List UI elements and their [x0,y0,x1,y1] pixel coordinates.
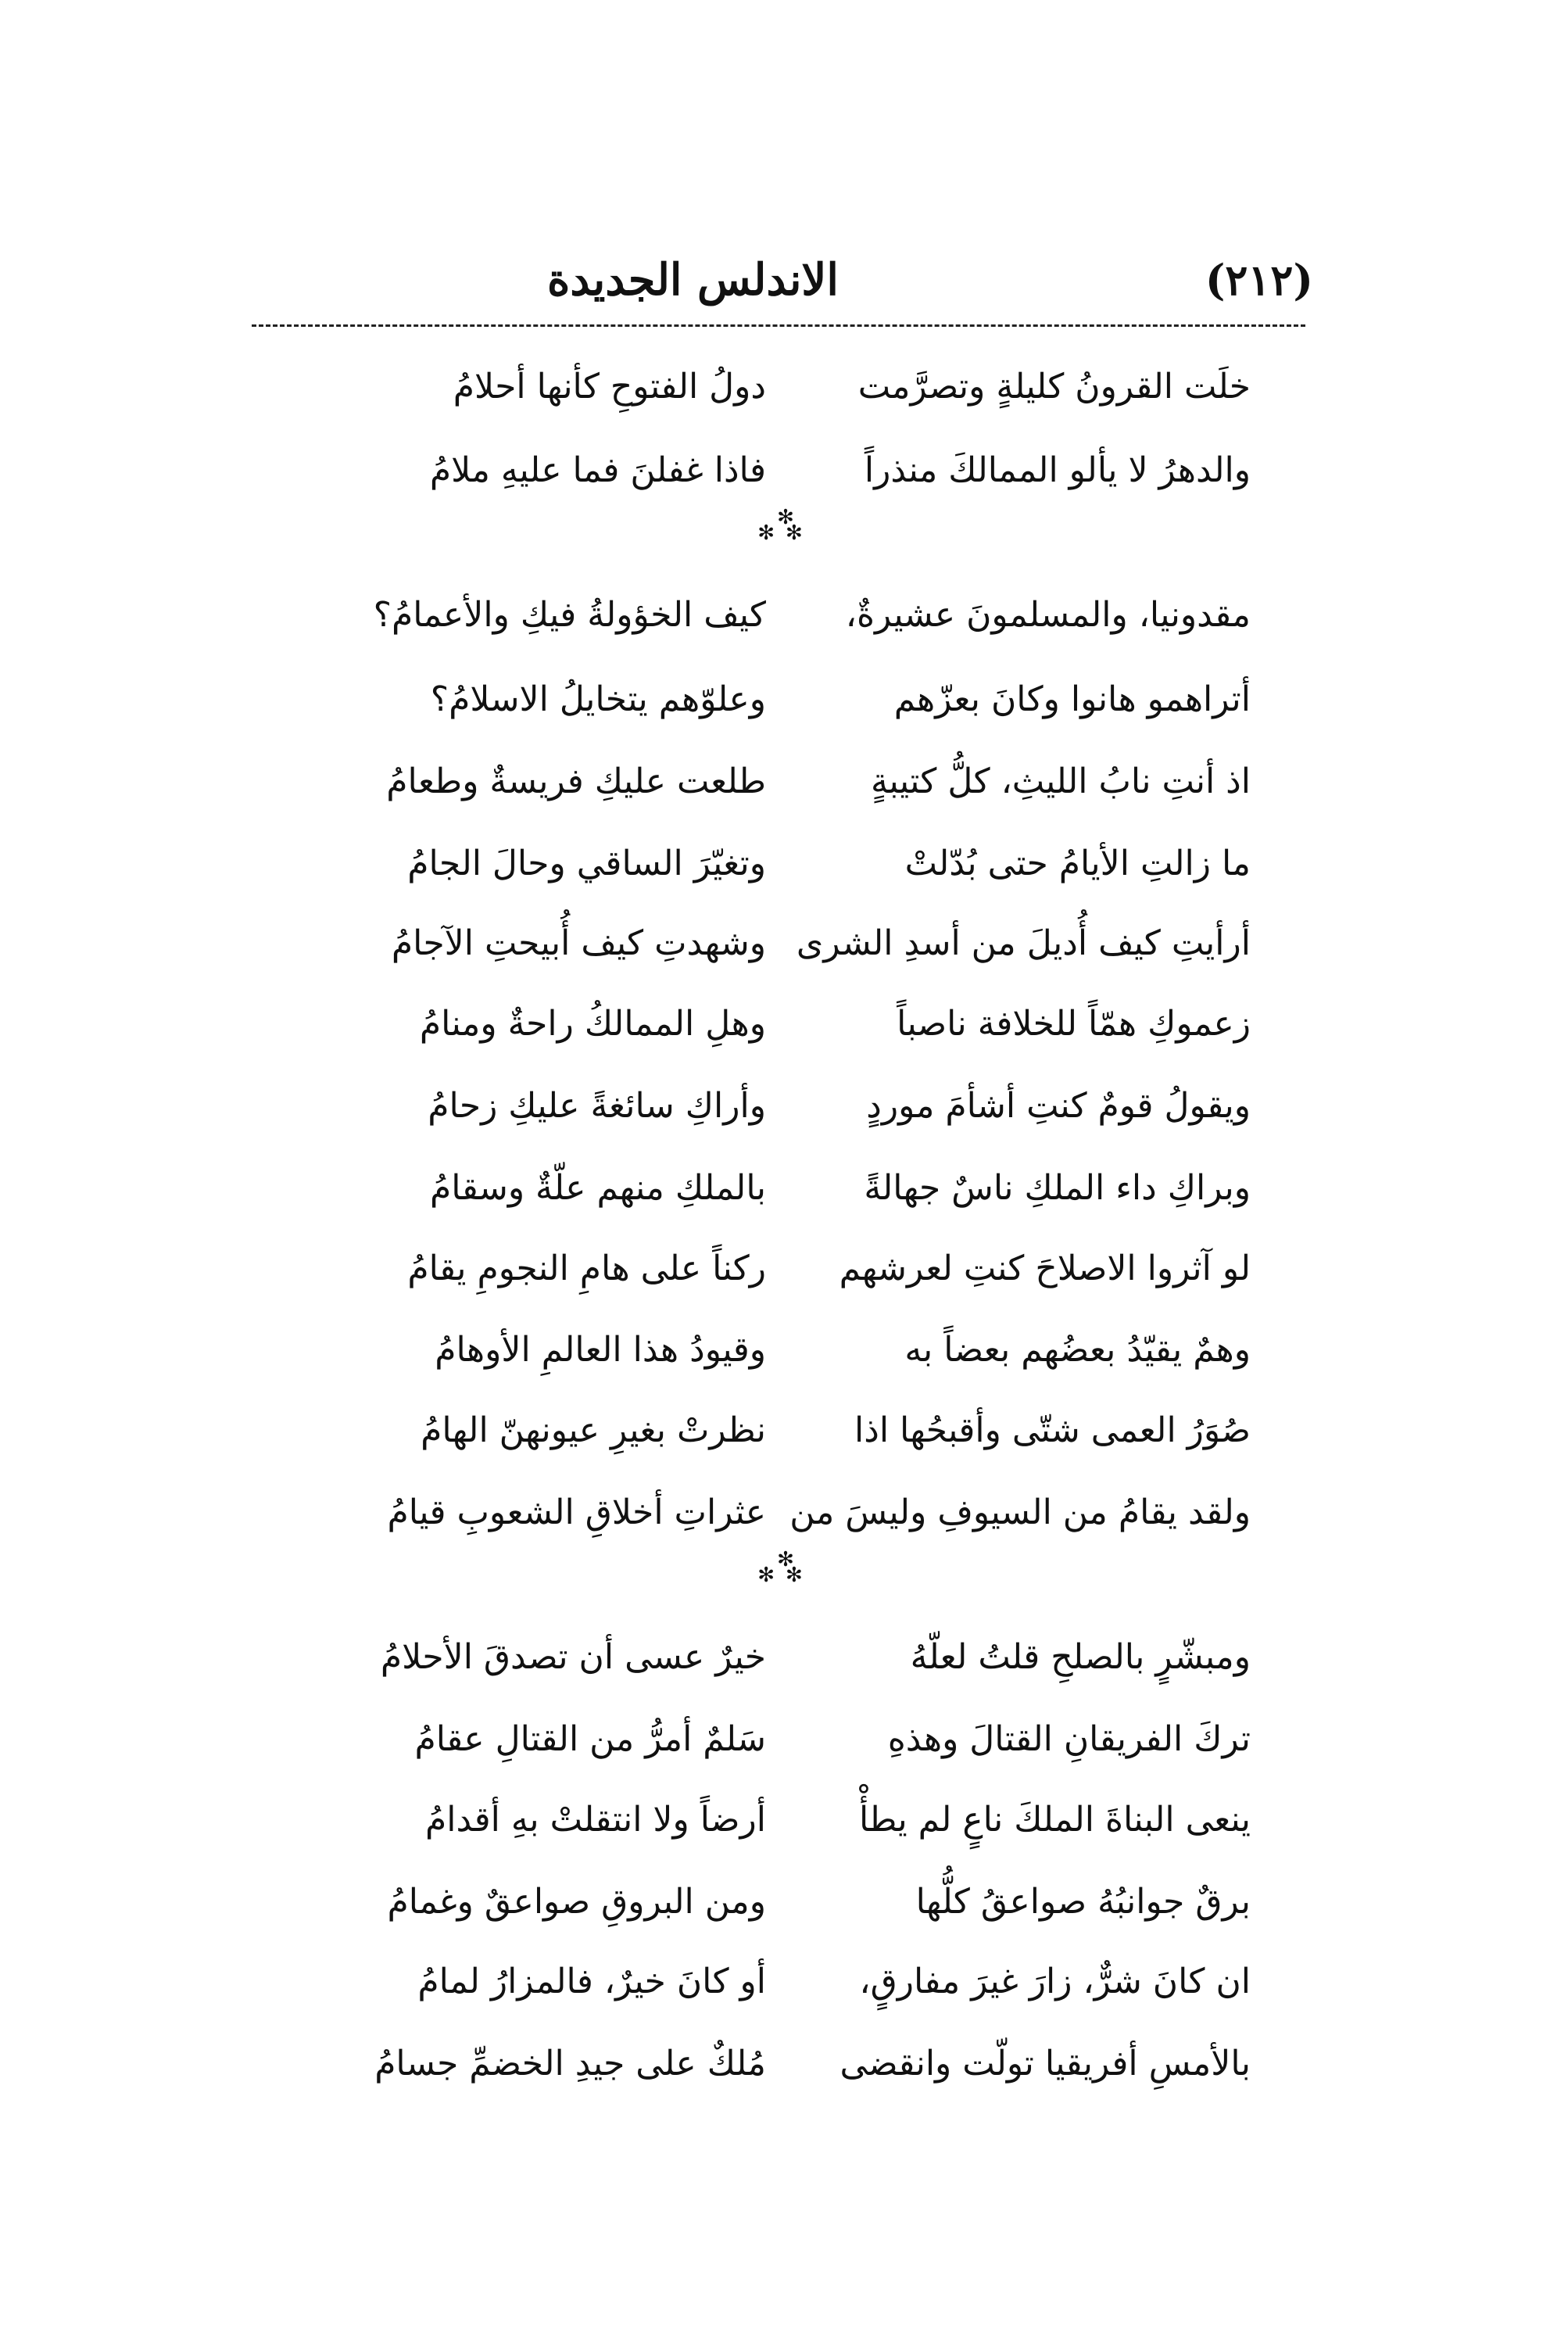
second-hemistich: عثراتِ أخلاقِ الشعوبِ قيامُ [387,1492,766,1532]
header-rule [252,324,1305,327]
first-hemistich: وهمٌ يقيّدُ بعضُهم بعضاً به [904,1330,1251,1370]
asterism-star: ✻ [757,521,786,545]
second-hemistich: أو كانَ خيرٌ، فالمزارُ لمامُ [417,1962,766,2001]
asterism-stars [750,1564,821,1587]
second-hemistich: وهلِ الممالكُ راحةٌ ومنامُ [419,1004,766,1044]
second-hemistich: خيرٌ عسى أن تصدقَ الأحلامُ [380,1637,766,1677]
first-hemistich: برقٌ جوانبُهُ صواعقُ كلُّها [915,1882,1251,1922]
page-number: (٢١٢) [1205,255,1313,305]
first-hemistich: أتراهمو هانوا وكانَ بعزّهم [893,679,1251,719]
verse-line [313,989,1251,1059]
verse-line [313,1704,1251,1775]
verse-line [313,2029,1251,2099]
verse-line [313,1622,1251,1693]
second-hemistich: طلعت عليكِ فريسةٌ وطعامُ [386,761,766,801]
second-hemistich: بالملكِ منهم علّةٌ وسقامُ [430,1168,766,1208]
first-hemistich: تركَ الفريقانِ القتالَ وهذهِ [887,1719,1251,1759]
asterism-star: ✻ [786,521,814,545]
second-hemistich: كيف الخؤولةُ فيكِ والأعمامُ؟ [373,595,766,635]
verse-line [313,747,1251,817]
asterism-stars [750,521,821,545]
verse-line [313,1234,1251,1304]
stanza-separator-asterism [750,1548,821,1591]
verse-line [313,1153,1251,1224]
page-header [547,249,1313,311]
first-hemistich: اذ أنتِ نابُ الليثِ، كلُّ كتيبةٍ [870,761,1251,801]
asterism-star: ✻ [777,506,794,529]
first-hemistich: والدهرُ لا يألو الممالكَ منذراً [864,450,1251,490]
verse-line [313,665,1251,735]
second-hemistich: دولُ الفتوحِ كأنها أحلامُ [453,367,766,407]
second-hemistich: ركناً على هامِ النجومِ يقامُ [407,1249,766,1288]
verse-line [313,1867,1251,1937]
first-hemistich: ولقد يقامُ من السيوفِ وليسَ من [789,1492,1251,1532]
first-hemistich: ويقولُ قومٌ كنتِ أشأمَ موردٍ [866,1086,1251,1126]
second-hemistich: نظرتْ بغيرِ عيونهنّ الهامُ [421,1410,766,1450]
asterism-star: ✻ [786,1564,814,1587]
first-hemistich: ان كانَ شرٌّ، زارَ غيرَ مفارقٍ، [859,1962,1251,2001]
first-hemistich: ما زالتِ الأيامُ حتى بُدّلتْ [904,844,1251,883]
first-hemistich: زعموكِ همّاً للخلافة ناصباً [897,1004,1251,1044]
verse-line [313,352,1251,422]
first-hemistich: ينعى البناةَ الملكَ ناعٍ لم يطأْ [858,1800,1251,1840]
verse-line [313,908,1251,979]
second-hemistich: مُلكٌ على جيدِ الخضمِّ جسامُ [374,2044,766,2084]
verse-line [313,1785,1251,1855]
stanza-separator-asterism [750,506,821,549]
asterism-star: ✻ [777,1548,794,1571]
first-hemistich: أرأيتِ كيف أُديلَ من أسدِ الشرى [796,923,1251,963]
verse-line [313,580,1251,650]
running-title: الاندلس الجديدة [547,254,839,306]
first-hemistich: لو آثروا الاصلاحَ كنتِ لعرشهم [839,1249,1251,1288]
first-hemistich: مقدونيا، والمسلمونَ عشيرةٌ، [845,595,1251,635]
first-hemistich: صُوَرُ العمى شتّى وأقبحُها اذا [854,1410,1251,1450]
second-hemistich: وتغيّرَ الساقي وحالَ الجامُ [407,844,766,883]
second-hemistich: وعلوّهم يتخايلُ الاسلامُ؟ [430,679,766,719]
verse-line [313,1396,1251,1466]
verse-line [313,1478,1251,1548]
second-hemistich: سَلمٌ أمرُّ من القتالِ عقامُ [414,1719,766,1759]
second-hemistich: وشهدتِ كيف أُبيحتِ الآجامُ [391,923,766,963]
first-hemistich: خلَت القرونُ كليلةٍ وتصرَّمت [857,367,1251,407]
verse-line [313,1071,1251,1141]
verse-line [313,1947,1251,2017]
second-hemistich: ومن البروقِ صواعقٌ وغمامُ [387,1882,766,1922]
second-hemistich: فاذا غفلنَ فما عليهِ ملامُ [429,450,766,490]
verse-line [313,435,1251,506]
asterism-star: ✻ [757,1564,786,1587]
second-hemistich: وأراكِ سائغةً عليكِ زحامُ [428,1086,766,1126]
second-hemistich: وقيودُ هذا العالمِ الأوهامُ [435,1330,766,1370]
first-hemistich: وبراكِ داء الملكِ ناسٌ جهالةً [864,1168,1251,1208]
first-hemistich: بالأمسِ أفريقيا تولّت وانقضى [839,2044,1251,2084]
verse-line [313,829,1251,899]
first-hemistich: ومبشّرٍ بالصلحِ قلتُ لعلّهُ [910,1637,1251,1677]
verse-line [313,1315,1251,1385]
second-hemistich: أرضاً ولا انتقلتْ بهِ أقدامُ [425,1800,766,1840]
